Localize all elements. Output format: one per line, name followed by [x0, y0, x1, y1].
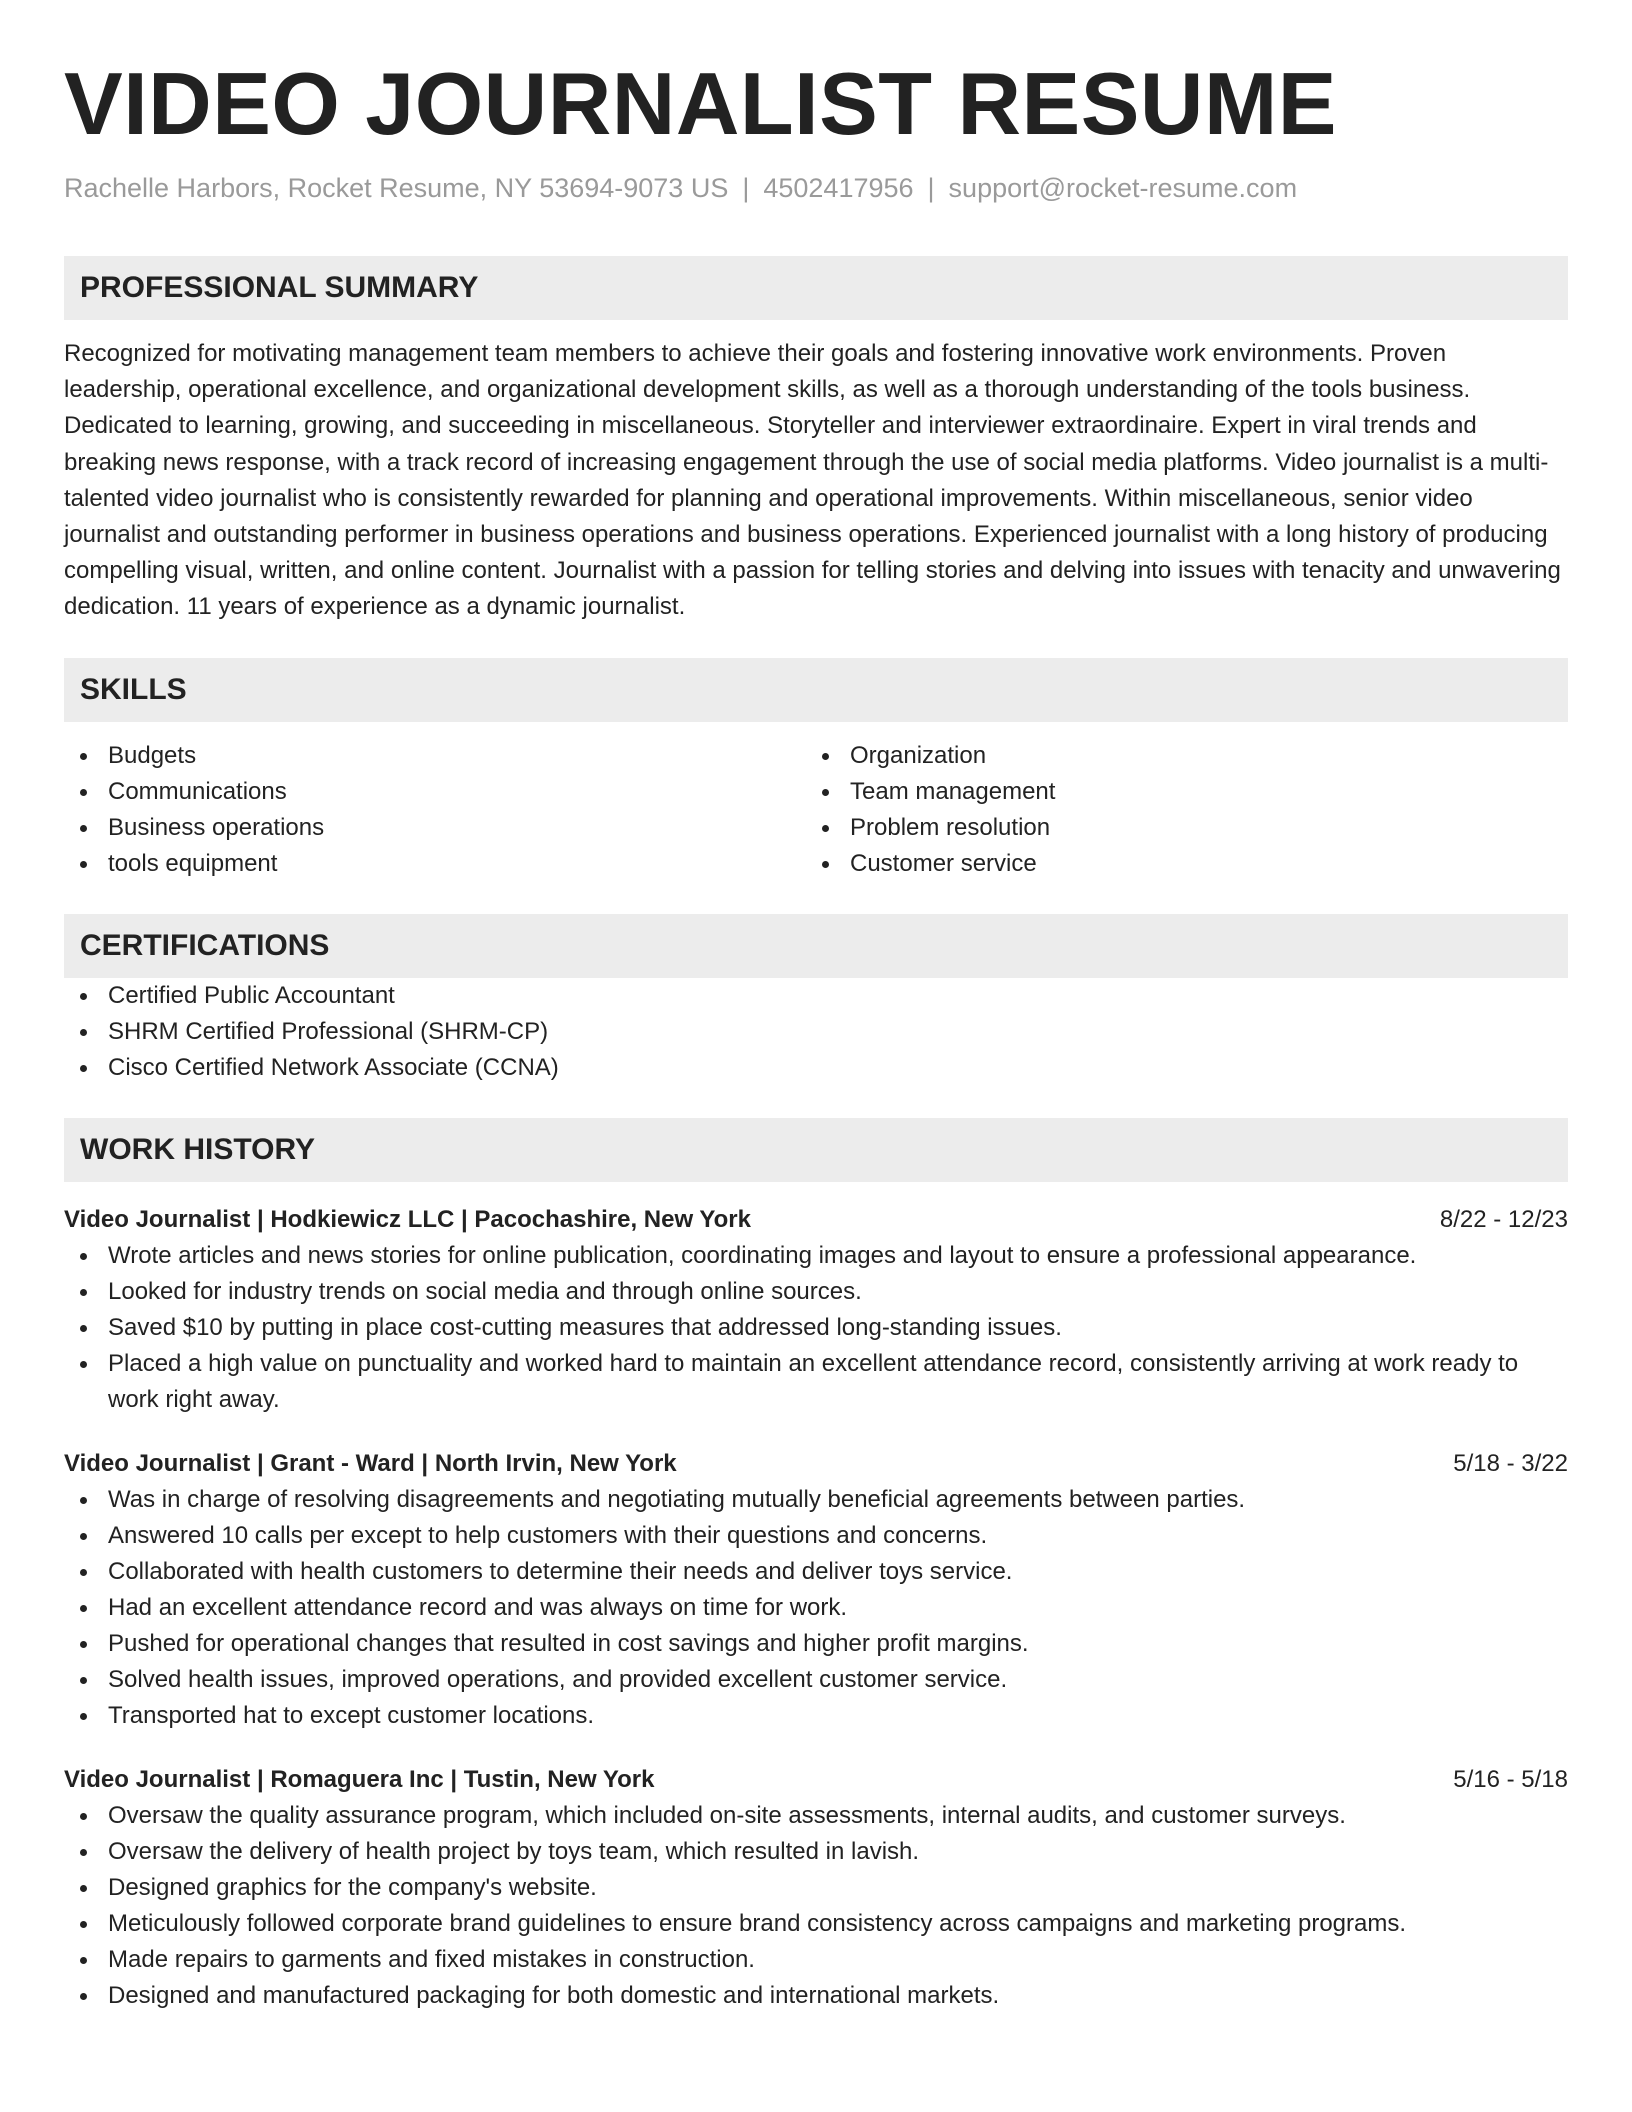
job-bullet: Designed graphics for the company's website.: [64, 1870, 1568, 1906]
certification-item: Certified Public Accountant: [64, 978, 1568, 1014]
job-bullet: Pushed for operational changes that resulted in cost savings and higher profit margins.: [64, 1626, 1568, 1662]
job-bullet: Oversaw the quality assurance program, which included on-site assessments, internal audits, and customer surveys.: [64, 1798, 1568, 1834]
work-history-heading: WORK HISTORY: [64, 1118, 1568, 1182]
skill-item: Problem resolution: [806, 810, 1548, 846]
job-bullet: Oversaw the delivery of health project by toys team, which resulted in lavish.: [64, 1834, 1568, 1870]
job-entry: [64, 1446, 1568, 1734]
job-dates: 5/16 - 5/18: [1453, 1765, 1568, 1793]
job-bullet: Transported hat to except customer locations.: [64, 1698, 1568, 1734]
job-bullets: [64, 1238, 1568, 1418]
skill-item: Customer service: [806, 846, 1548, 882]
job-bullet: Saved $10 by putting in place cost-cutting measures that addressed long-standing issues.: [64, 1310, 1568, 1346]
skills-heading: SKILLS: [64, 658, 1568, 722]
skill-item: Budgets: [64, 738, 806, 774]
job-entry: [64, 1202, 1568, 1418]
skill-item: Business operations: [64, 810, 806, 846]
contact-line: [64, 170, 1568, 206]
job-bullet: Collaborated with health customers to determine their needs and deliver toys service.: [64, 1554, 1568, 1590]
skills-list-right: [806, 738, 1548, 882]
job-header: [64, 1446, 1568, 1482]
contact-separator: |: [927, 173, 935, 203]
skills-list-left: [64, 738, 806, 882]
job-entry: [64, 1762, 1568, 2014]
job-title: Video Journalist | Grant - Ward | North Irvin, New York: [64, 1449, 677, 1477]
summary-heading: PROFESSIONAL SUMMARY: [64, 256, 1568, 320]
skills-grid: [64, 738, 1568, 882]
job-bullet: Wrote articles and news stories for online publication, coordinating images and layout to ensure a professional appearance.: [64, 1238, 1568, 1274]
contact-phone: 4502417956: [763, 173, 914, 203]
job-bullet: Was in charge of resolving disagreements and negotiating mutually beneficial agreements between parties.: [64, 1482, 1568, 1518]
job-title: Video Journalist | Romaguera Inc | Tustin, New York: [64, 1765, 655, 1793]
job-bullets: [64, 1798, 1568, 2014]
skill-item: Team management: [806, 774, 1548, 810]
job-dates: 5/18 - 3/22: [1453, 1449, 1568, 1477]
job-bullet: Answered 10 calls per except to help customers with their questions and concerns.: [64, 1518, 1568, 1554]
certification-item: SHRM Certified Professional (SHRM-CP): [64, 1014, 1568, 1050]
job-header: [64, 1202, 1568, 1238]
job-title: Video Journalist | Hodkiewicz LLC | Pacochashire, New York: [64, 1205, 751, 1233]
skills-column-right: [806, 738, 1548, 882]
contact-address: Rachelle Harbors, Rocket Resume, NY 53694-9073 US: [64, 173, 729, 203]
job-bullets: [64, 1482, 1568, 1734]
contact-separator: |: [742, 173, 750, 203]
summary-text: Recognized for motivating management team members to achieve their goals and fostering innovative work environments. Proven leadership, operational excellence, and organizational development skills, as well as a thorough understanding of the tools business. Dedicated to learning, growing, and succeeding in miscellaneous. Storyteller and interviewer extraordinaire. Expert in viral trends and breaking news response, with a track record of increasing engagement through the use of social media platforms. Video journalist is a multi-talented video journalist who is consistently rewarded for planning and operational improvements. Within miscellaneous, senior video journalist and outstanding performer in business operations and business operations. Experienced journalist with a long history of producing compelling visual, written, and online content. Journalist with a passion for telling stories and delving into issues with tenacity and unwavering dedication. 11 years of experience as a dynamic journalist.: [64, 340, 1561, 621]
skill-item: Communications: [64, 774, 806, 810]
job-bullet: Meticulously followed corporate brand guidelines to ensure brand consistency across campaigns and marketing programs.: [64, 1906, 1568, 1942]
skills-column-left: [64, 738, 806, 882]
job-bullet: Placed a high value on punctuality and worked hard to maintain an excellent attendance record, consistently arriving at work ready to work right away.: [64, 1346, 1568, 1418]
job-bullet: Solved health issues, improved operations, and provided excellent customer service.: [64, 1662, 1568, 1698]
job-bullet: Made repairs to garments and fixed mistakes in construction.: [64, 1942, 1568, 1978]
job-bullet: Looked for industry trends on social media and through online sources.: [64, 1274, 1568, 1310]
skill-item: Organization: [806, 738, 1548, 774]
job-bullet: Designed and manufactured packaging for both domestic and international markets.: [64, 1978, 1568, 2014]
job-dates: 8/22 - 12/23: [1439, 1205, 1568, 1233]
contact-email: support@rocket-resume.com: [948, 173, 1298, 203]
resume-title: VIDEO JOURNALIST RESUME: [64, 54, 1337, 153]
certification-item: Cisco Certified Network Associate (CCNA): [64, 1050, 1568, 1086]
certifications-list: [64, 978, 1568, 1086]
certifications-heading: CERTIFICATIONS: [64, 914, 1568, 978]
job-bullet: Had an excellent attendance record and was always on time for work.: [64, 1590, 1568, 1626]
skill-item: tools equipment: [64, 846, 806, 882]
job-header: [64, 1762, 1568, 1798]
